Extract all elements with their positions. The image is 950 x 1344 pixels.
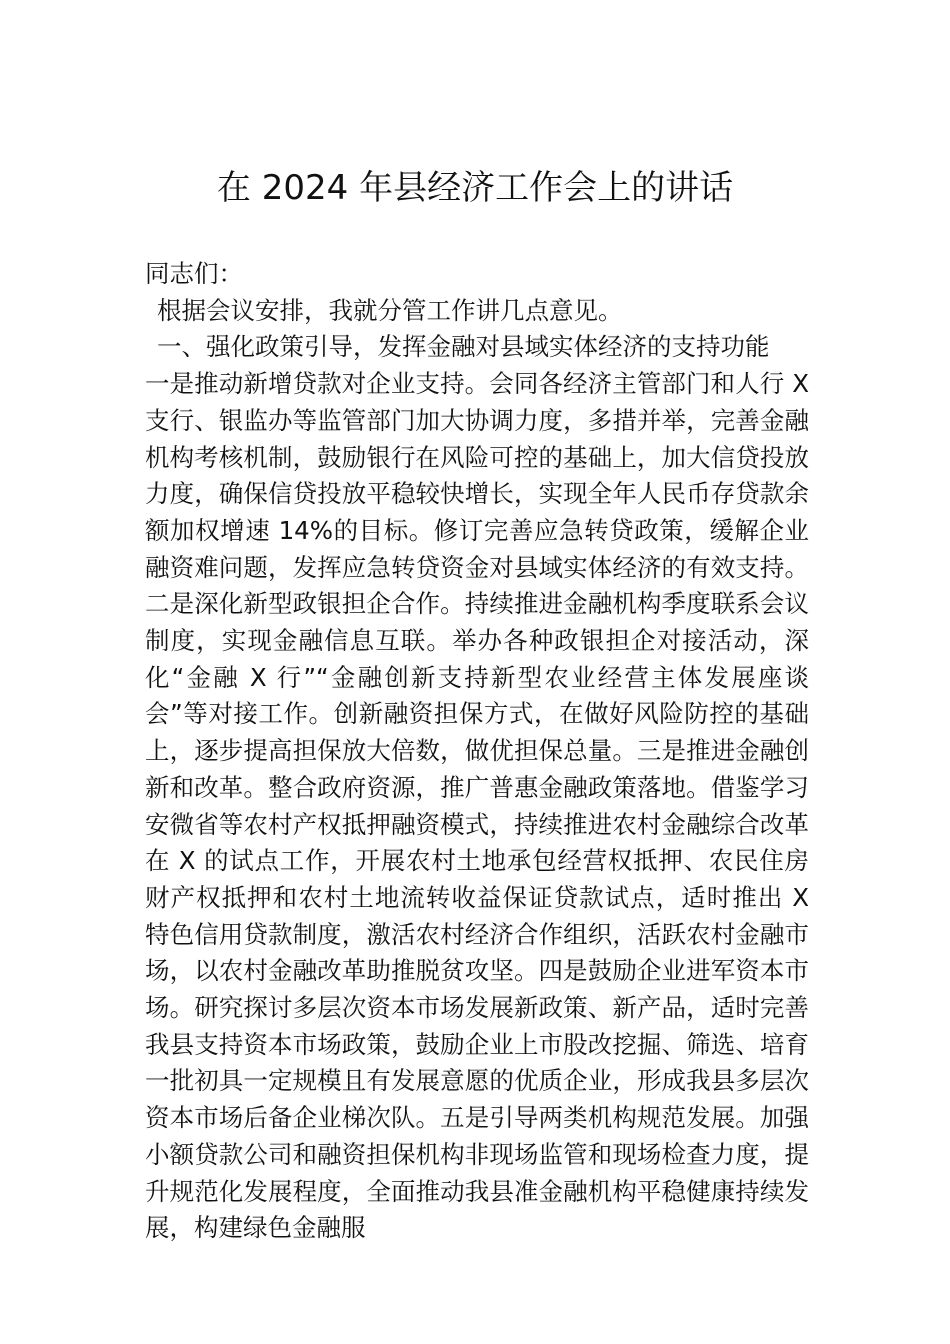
page-title: 在 2024 年县经济工作会上的讲话 (216, 168, 734, 208)
document-body (145, 256, 809, 1247)
section-body-paragraph: 一是推动新增贷款对企业支持。会同各经济主管部门和人行 X 支行、银监办等监管部门加大协调力度，多措并举，完善金融机构考核机制，鼓励银行在风险可控的基础上，加大信贷投放力度，确保信贷投放平稳较快增长，实现全年人民币存贷款余额加权增速 14%的目标。修订完善应急转贷政策，缓解企业融资难问题，发挥应急转贷资金对县域实体经济的有效支持。二是深化新型政银担企合作。持续推进金融机构季度联系会议制度，实现金融信息互联。举办各种政银担企对接活动，深化“金融 X 行”“金融创新支持新型农业经营主体发展座谈会”等对接工作。创新融资担保方式，在做好风险防控的基础上，逐步提高担保放大倍数，做优担保总量。三是推进金融创新和改革。整合政府资源，推广普惠金融政策落地。借鉴学习安微省等农村产权抵押融资模式，持续推进农村金融综合改革在 X 的试点工作，开展农村土地承包经营权抵押、农民住房财产权抵押和农村土地流转收益保证贷款试点，适时推出 X 特色信用贷款制度，激活农村经济合作组织，活跃农村金融市场，以农村金融改革助推脱贫攻坚。四是鼓励企业进军资本市场。研究探讨多层次资本市场发展新政策、新产品，适时完善我县支持资本市场政策，鼓励企业上市股改挖掘、筛选、培育一批初具一定规模且有发展意愿的优质企业，形成我县多层次资本市场后备企业梯次队。五是引导两类机构规范发展。加强小额贷款公司和融资担保机构非现场监管和现场检查力度，提升规范化发展程度，全面推动我县准金融机构平稳健康持续发展，构建绿色金融服 (145, 369, 809, 1243)
section-heading: 一、强化政策引导，发挥金融对县域实体经济的支持功能 (157, 332, 770, 362)
intro-paragraph: 根据会议安排，我就分管工作讲几点意见。 (157, 295, 623, 325)
salutation: 同志们： (145, 259, 243, 288)
